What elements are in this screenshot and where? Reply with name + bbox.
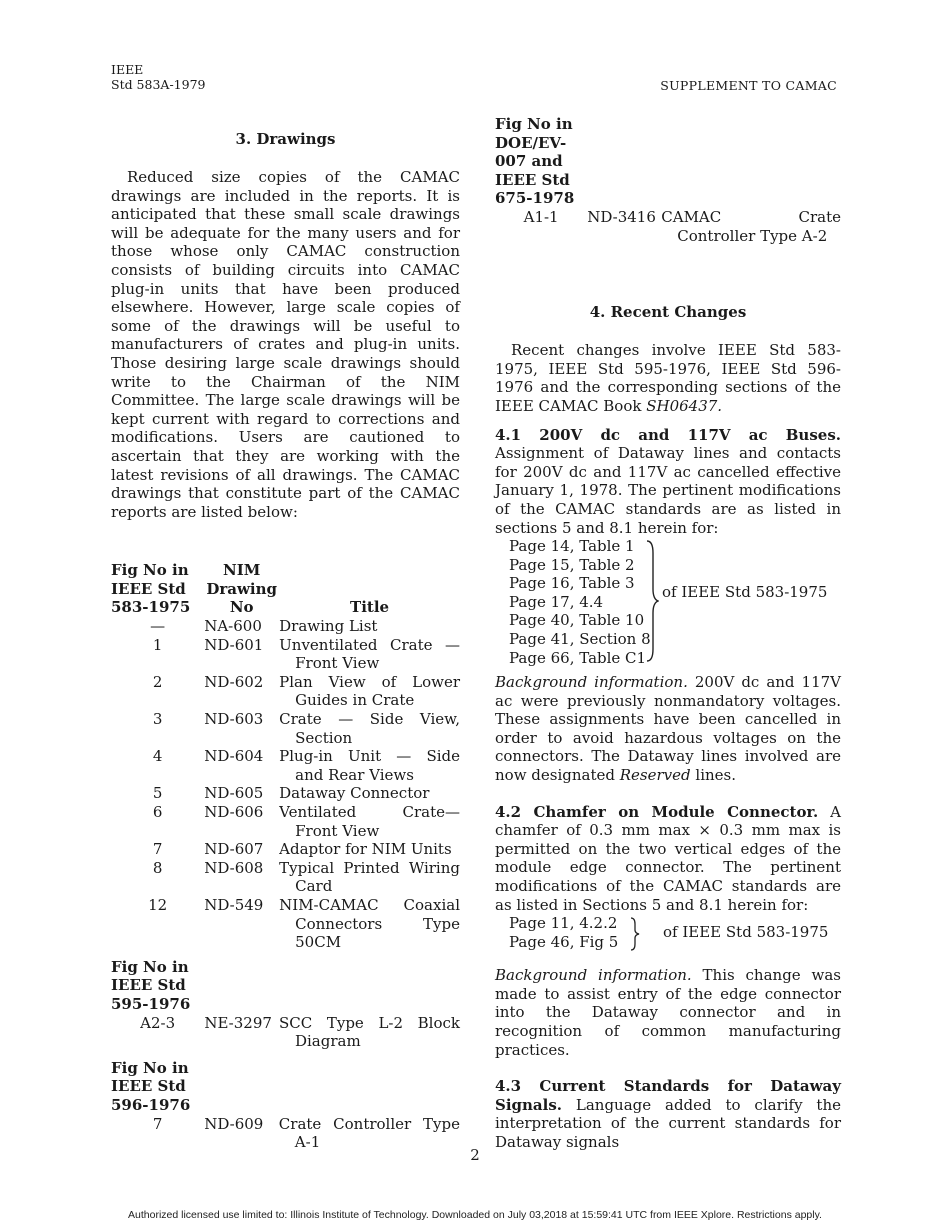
fig-number: 6 xyxy=(152,803,163,821)
drawing-title: Typical Printed Wiring Card xyxy=(279,858,460,896)
table-row xyxy=(111,803,460,840)
fig-number: 4 xyxy=(152,747,163,766)
drawing-title: Crate Controller Type A-1 xyxy=(278,1114,460,1152)
fig-number: A2-3 xyxy=(140,1013,176,1032)
header-nim: NIM Drawing No xyxy=(206,561,277,617)
drawings-table-doe xyxy=(495,208,841,245)
header-std: Std 583A-1979 xyxy=(111,77,206,92)
curly-brace-icon xyxy=(629,916,641,952)
group-doe-heading: Fig No in DOE/EV- 007 and IEEE Std 675-1978 xyxy=(495,115,575,208)
list-item: Page 40, Table 10 xyxy=(509,611,645,630)
table-header-row xyxy=(111,561,460,617)
table-row xyxy=(111,1014,460,1051)
nim-drawing-number: ND-609 xyxy=(204,1114,264,1133)
header-fig: Fig No in IEEE Std 583-1975 xyxy=(111,561,191,617)
header-org: IEEE xyxy=(111,62,144,77)
drawings-table-595 xyxy=(111,1014,460,1051)
fig-number: A1-1 xyxy=(523,207,559,226)
drawing-title: Adaptor for NIM Units xyxy=(279,840,452,859)
table-row xyxy=(111,859,460,896)
list-item: Page 14, Table 1 xyxy=(509,537,635,556)
table-row xyxy=(111,636,460,673)
table-row xyxy=(111,617,460,636)
drawing-title: Unventilated Crate — Front View xyxy=(279,635,460,673)
fig-number: 8 xyxy=(152,858,163,877)
list-item: Page 15, Table 2 xyxy=(509,555,635,574)
section-4-2-list xyxy=(495,914,841,954)
nim-drawing-number: ND-606 xyxy=(204,803,264,821)
section-4-1: 4.1 200V dc and 117V ac Buses. Assignment of Dataway lines and contacts for 200V dc and 117V ac cancelled effective January 1, 1978. The pertinent modifications of the CAMAC standards are as listed in sections 5 and 8.1 herein for: xyxy=(495,425,841,537)
nim-drawing-number: ND-604 xyxy=(204,747,264,766)
nim-drawing-number: NE-3297 xyxy=(204,1013,272,1032)
section-4-1-list xyxy=(495,537,841,667)
curly-brace-icon xyxy=(645,539,659,663)
running-header-left xyxy=(111,62,205,92)
list-item: Page 16, Table 3 xyxy=(509,574,635,593)
drawing-title: Crate — Side View, Section xyxy=(279,710,460,747)
table-row xyxy=(111,710,460,747)
table-row xyxy=(111,673,460,710)
list-item: Page 41, Section 8 xyxy=(509,630,651,649)
header-title: Title xyxy=(350,598,390,617)
section-4-1-heading: 4.1 200V dc and 117V ac Buses. xyxy=(495,425,841,444)
fig-number: 7 xyxy=(152,840,163,859)
license-footer: Authorized licensed use limited to: Illinois Institute of Technology. Downloaded on July 03,2018 at 15:59:41 UTC from IEEE Xplore. Restrictions apply. xyxy=(128,1209,822,1221)
right-column xyxy=(495,115,841,1152)
nim-drawing-number: ND-605 xyxy=(204,784,264,803)
list-item: Page 66, Table C1 xyxy=(509,648,647,667)
nim-drawing-number: NA-600 xyxy=(204,617,262,636)
group-596-heading: Fig No in IEEE Std 596-1976 xyxy=(111,1058,191,1114)
section-4-3: 4.3 Current Standards for Dataway Signals. Language added to clarify the interpretation of the current standards for Dataway signals xyxy=(495,1077,841,1151)
table-row xyxy=(111,896,460,952)
drawings-table xyxy=(111,561,460,951)
fig-number: 7 xyxy=(152,1114,163,1133)
section-4-2-heading: 4.2 Chamfer on Module Connector. xyxy=(495,802,819,821)
drawing-title: NIM-CAMAC Coaxial Connectors Type 50CM xyxy=(279,895,460,952)
section-4-2-background: Background information. This change was made to assist entry of the edge connector into the Dataway connector and in recognition of common manufacturing practices. xyxy=(495,966,841,1059)
nim-drawing-number: ND-549 xyxy=(204,895,264,914)
section-4-2: 4.2 Chamfer on Module Connector. A chamfer of 0.3 mm max × 0.3 mm max is permitted on the two vertical edges of the module edge connector. The pertinent modifications of the CAMAC standards are as listed in Sections 5 and 8.1 herein for: xyxy=(495,802,841,914)
recent-intro: Recent changes involve IEEE Std 583-1975, IEEE Std 595-1976, IEEE Std 596-1976 and the corresponding sections of the IEEE CAMAC Book SH06437. xyxy=(495,341,841,415)
table-row xyxy=(495,208,841,245)
drawing-title: SCC Type L-2 Block Diagram xyxy=(278,1013,460,1051)
list-item: Page 46, Fig 5 xyxy=(509,932,619,951)
section-4-1-ref: of IEEE Std 583-1975 xyxy=(662,583,828,602)
fig-number: 12 xyxy=(148,895,168,914)
table-row xyxy=(111,784,460,803)
group-595-heading: Fig No in IEEE Std 595-1976 xyxy=(111,957,191,1013)
table-row xyxy=(111,840,460,859)
drawing-title: Dataway Connector xyxy=(279,784,430,803)
drawing-title: CAMAC Crate Controller Type A-2 xyxy=(661,207,841,245)
fig-number: 2 xyxy=(152,672,163,691)
nim-drawing-number: ND-603 xyxy=(204,710,264,729)
nim-drawing-number: ND-601 xyxy=(204,635,264,654)
page-number: 2 xyxy=(470,1146,480,1164)
drawing-title: Ventilated Crate—Front View xyxy=(279,803,460,840)
fig-number: 5 xyxy=(152,784,163,803)
drawing-title: Plan View of Lower Guides in Crate xyxy=(279,672,460,710)
nim-drawing-number: ND-602 xyxy=(204,672,264,691)
list-item: Page 11, 4.2.2 xyxy=(509,914,618,933)
drawing-title: Drawing List xyxy=(279,617,378,636)
nim-drawing-number: ND-607 xyxy=(204,840,264,859)
table-row xyxy=(111,747,460,784)
fig-number: — xyxy=(150,617,166,636)
section-4-3-heading: 4.3 Current Standards for Dataway Signals. xyxy=(495,1077,841,1114)
drawing-title: Plug-in Unit — Side and Rear Views xyxy=(279,747,460,784)
left-column xyxy=(111,130,460,1152)
fig-number: 3 xyxy=(152,710,163,729)
nim-drawing-number: ND-608 xyxy=(204,858,264,877)
drawings-intro: Reduced size copies of the CAMAC drawings are included in the reports. It is anticipated that these small scale drawings will be adequate for the many users and for those whose only CAMAC construction consists of building circuits into CAMAC plug-in units that have been produced elsewhere. However, large scale copies of some of the drawings will be useful to manufacturers of crates and plug-in units. Those desiring large scale drawings should write to the Chairman of the NIM Committee. The large scale drawings will be kept current with regard to corrections and modifications. Users are cautioned to ascertain that they are working with the latest revisions of all drawings. The CAMAC drawings that constitute part of the CAMAC reports are listed below: xyxy=(111,168,460,521)
running-header-right: SUPPLEMENT TO CAMAC xyxy=(660,78,837,93)
list-item: Page 17, 4.4 xyxy=(509,592,604,611)
section-4-title: 4. Recent Changes xyxy=(589,303,747,322)
nim-drawing-number: ND-3416 xyxy=(587,207,656,226)
section-4-2-ref: of IEEE Std 583-1975 xyxy=(663,923,829,942)
section-3-title: 3. Drawings xyxy=(235,130,336,148)
section-4-1-background: Background information. 200V dc and 117V ac were previously nonmandatory voltages. These assignments have been cancelled in order to avoid hazardous voltages on the connectors. The Dataway lines involved are now designated Reserved lines. xyxy=(495,673,841,785)
fig-number: 1 xyxy=(152,635,163,654)
